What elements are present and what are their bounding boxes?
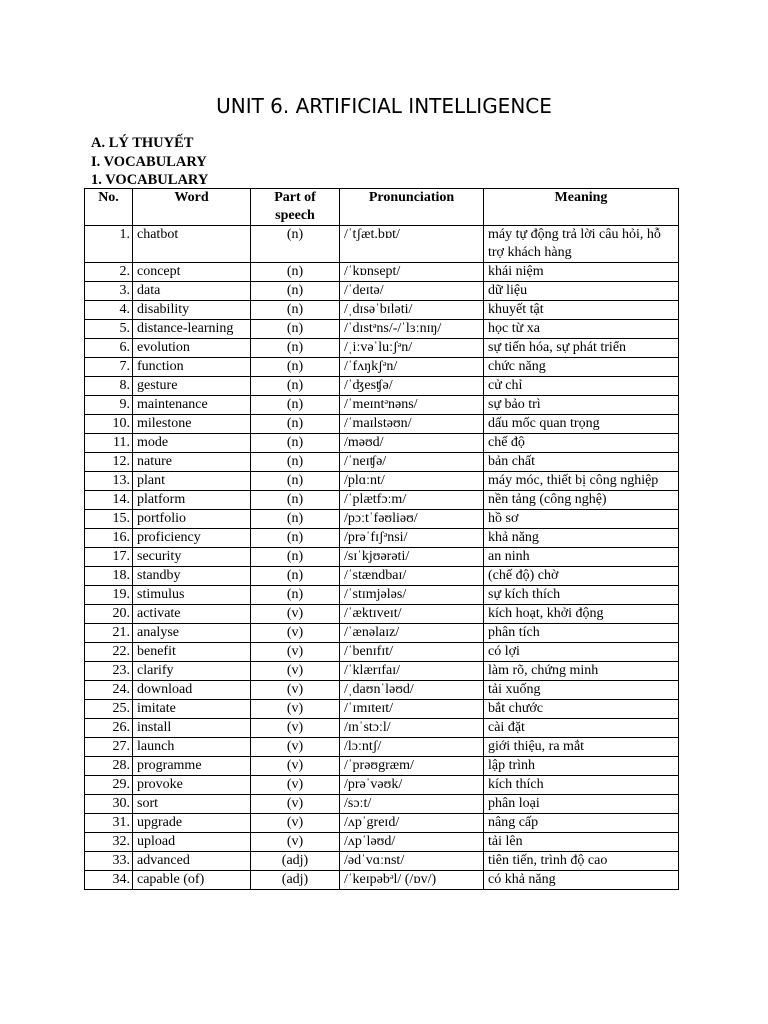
cell-pronunciation: /sɔːt/ [340,795,484,814]
cell-part-of-speech: (n) [251,491,340,510]
cell-word: activate [133,605,251,624]
cell-part-of-speech: (v) [251,681,340,700]
cell-pronunciation: /ˈdeɪtə/ [340,282,484,301]
cell-meaning: bắt chước [484,700,679,719]
cell-pronunciation: /ˈfʌŋkʃᵊn/ [340,358,484,377]
table-row [85,757,679,776]
page-title: UNIT 6. ARTIFICIAL INTELLIGENCE [216,94,552,118]
cell-pronunciation: /ˈɪmɪteɪt/ [340,700,484,719]
cell-no: 2. [85,263,133,282]
cell-part-of-speech: (n) [251,453,340,472]
cell-meaning: phân tích [484,624,679,643]
cell-meaning: tải lên [484,833,679,852]
cell-word: programme [133,757,251,776]
cell-word: analyse [133,624,251,643]
cell-word: chatbot [133,226,251,263]
cell-meaning: nền tảng (công nghệ) [484,491,679,510]
cell-word: maintenance [133,396,251,415]
cell-word: data [133,282,251,301]
cell-pronunciation: /ˈʤesʧə/ [340,377,484,396]
cell-part-of-speech: (n) [251,510,340,529]
cell-no: 34. [85,871,133,890]
table-row [85,776,679,795]
table-row [85,396,679,415]
cell-word: upload [133,833,251,852]
cell-no: 27. [85,738,133,757]
table-row [85,548,679,567]
cell-word: stimulus [133,586,251,605]
table-header-row [85,189,679,226]
cell-meaning: máy móc, thiết bị công nghiệp [484,472,679,491]
cell-meaning: kích thích [484,776,679,795]
table-row [85,358,679,377]
cell-word: security [133,548,251,567]
table-row [85,662,679,681]
cell-no: 18. [85,567,133,586]
cell-no: 32. [85,833,133,852]
cell-part-of-speech: (n) [251,434,340,453]
cell-part-of-speech: (v) [251,833,340,852]
heading-vocabulary-sub: 1. VOCABULARY [91,172,209,188]
cell-pronunciation: /ˈkeɪpəbᵊl/ (/ɒv/) [340,871,484,890]
cell-no: 19. [85,586,133,605]
cell-pronunciation: /ˈneɪʧə/ [340,453,484,472]
header-meaning: Meaning [484,189,679,226]
table-row [85,738,679,757]
header-part-of-speech: Part of speech [251,189,340,226]
cell-word: sort [133,795,251,814]
cell-part-of-speech: (n) [251,226,340,263]
header-pronunciation: Pronunciation [340,189,484,226]
table-row [85,871,679,890]
cell-word: concept [133,263,251,282]
table-row [85,567,679,586]
cell-no: 13. [85,472,133,491]
table-row [85,226,679,263]
cell-no: 14. [85,491,133,510]
table-row [85,529,679,548]
table-row [85,814,679,833]
cell-no: 30. [85,795,133,814]
section-headings [91,134,208,190]
cell-pronunciation: /ˈmeɪntᵊnəns/ [340,396,484,415]
header-word: Word [133,189,251,226]
cell-no: 5. [85,320,133,339]
cell-meaning: máy tự động trả lời câu hỏi, hỗ trợ khách hàng [484,226,679,263]
table-row [85,605,679,624]
table-row [85,700,679,719]
cell-meaning: sự kích thích [484,586,679,605]
cell-no: 24. [85,681,133,700]
cell-meaning: sự tiến hóa, sự phát triển [484,339,679,358]
table-row [85,833,679,852]
cell-part-of-speech: (n) [251,548,340,567]
cell-word: mode [133,434,251,453]
cell-pronunciation: /ˌiːvəˈluːʃᵊn/ [340,339,484,358]
cell-word: standby [133,567,251,586]
cell-pronunciation: /ˌdɪsəˈbɪləti/ [340,301,484,320]
cell-no: 11. [85,434,133,453]
cell-meaning: cài đặt [484,719,679,738]
cell-pronunciation: /lɔːntʃ/ [340,738,484,757]
cell-part-of-speech: (v) [251,795,340,814]
cell-pronunciation: /ʌpˈləʊd/ [340,833,484,852]
cell-meaning: sự bảo trì [484,396,679,415]
cell-part-of-speech: (n) [251,282,340,301]
cell-pronunciation: /ˈæktɪveɪt/ [340,605,484,624]
cell-word: upgrade [133,814,251,833]
cell-meaning: chức năng [484,358,679,377]
cell-word: launch [133,738,251,757]
table-row [85,491,679,510]
table-row [85,719,679,738]
cell-word: advanced [133,852,251,871]
cell-no: 16. [85,529,133,548]
table-row [85,453,679,472]
cell-part-of-speech: (n) [251,415,340,434]
cell-pronunciation: /ɪnˈstɔːl/ [340,719,484,738]
table-row [85,263,679,282]
cell-part-of-speech: (v) [251,643,340,662]
cell-meaning: khuyết tật [484,301,679,320]
cell-part-of-speech: (v) [251,605,340,624]
cell-meaning: lập trình [484,757,679,776]
cell-meaning: khả năng [484,529,679,548]
cell-part-of-speech: (v) [251,814,340,833]
cell-part-of-speech: (n) [251,567,340,586]
cell-meaning: chế độ [484,434,679,453]
cell-meaning: khái niệm [484,263,679,282]
cell-part-of-speech: (v) [251,738,340,757]
cell-meaning: dấu mốc quan trọng [484,415,679,434]
table-body [85,226,679,890]
cell-part-of-speech: (v) [251,700,340,719]
cell-meaning: cử chỉ [484,377,679,396]
cell-word: disability [133,301,251,320]
table-row [85,339,679,358]
cell-no: 26. [85,719,133,738]
cell-no: 3. [85,282,133,301]
cell-no: 20. [85,605,133,624]
cell-pronunciation: /ˈmaɪlstəʊn/ [340,415,484,434]
cell-word: benefit [133,643,251,662]
cell-pronunciation: /ˈplætfɔːm/ [340,491,484,510]
table-row [85,472,679,491]
cell-part-of-speech: (n) [251,586,340,605]
cell-word: function [133,358,251,377]
cell-word: plant [133,472,251,491]
cell-meaning: kích hoạt, khởi động [484,605,679,624]
cell-part-of-speech: (n) [251,377,340,396]
cell-word: distance-learning [133,320,251,339]
cell-meaning: (chế độ) chờ [484,567,679,586]
header-no: No. [85,189,133,226]
table-row [85,643,679,662]
cell-no: 33. [85,852,133,871]
cell-part-of-speech: (v) [251,624,340,643]
cell-part-of-speech: (n) [251,301,340,320]
cell-no: 10. [85,415,133,434]
cell-meaning: tải xuống [484,681,679,700]
cell-no: 9. [85,396,133,415]
cell-part-of-speech: (n) [251,472,340,491]
cell-no: 31. [85,814,133,833]
cell-meaning: bản chất [484,453,679,472]
cell-pronunciation: /prəˈvəʊk/ [340,776,484,795]
cell-word: nature [133,453,251,472]
cell-no: 8. [85,377,133,396]
cell-part-of-speech: (n) [251,396,340,415]
cell-word: capable (of) [133,871,251,890]
cell-meaning: có khả năng [484,871,679,890]
cell-meaning: phân loại [484,795,679,814]
cell-pronunciation: /ˈbenɪfɪt/ [340,643,484,662]
vocabulary-table [84,188,679,890]
cell-no: 7. [85,358,133,377]
cell-no: 4. [85,301,133,320]
cell-part-of-speech: (adj) [251,871,340,890]
cell-part-of-speech: (adj) [251,852,340,871]
cell-no: 22. [85,643,133,662]
cell-pronunciation: /ˈtʃæt.bɒt/ [340,226,484,263]
cell-part-of-speech: (n) [251,263,340,282]
cell-pronunciation: /sɪˈkjʊərəti/ [340,548,484,567]
cell-word: install [133,719,251,738]
cell-part-of-speech: (n) [251,320,340,339]
cell-part-of-speech: (n) [251,529,340,548]
cell-word: proficiency [133,529,251,548]
cell-no: 29. [85,776,133,795]
cell-meaning: giới thiệu, ra mắt [484,738,679,757]
table-row [85,795,679,814]
cell-pronunciation: /ʌpˈgreɪd/ [340,814,484,833]
cell-word: evolution [133,339,251,358]
cell-meaning: nâng cấp [484,814,679,833]
heading-vocabulary: I. VOCABULARY [91,153,207,170]
cell-meaning: có lợi [484,643,679,662]
cell-pronunciation: /ˈklærɪfaɪ/ [340,662,484,681]
cell-no: 6. [85,339,133,358]
cell-no: 23. [85,662,133,681]
table-row [85,852,679,871]
cell-pronunciation: /plɑːnt/ [340,472,484,491]
heading-theory: A. LÝ THUYẾT [91,135,194,151]
cell-meaning: dữ liệu [484,282,679,301]
cell-word: platform [133,491,251,510]
cell-word: portfolio [133,510,251,529]
table-row [85,434,679,453]
cell-no: 17. [85,548,133,567]
table-row [85,510,679,529]
table-row [85,301,679,320]
cell-pronunciation: /ədˈvɑːnst/ [340,852,484,871]
cell-part-of-speech: (v) [251,776,340,795]
table-row [85,586,679,605]
cell-word: imitate [133,700,251,719]
cell-part-of-speech: (v) [251,757,340,776]
cell-pronunciation: /ˈkɒnsept/ [340,263,484,282]
cell-pronunciation: /ˈdɪstᵊns/-/ˈlɜːnɪŋ/ [340,320,484,339]
table-row [85,377,679,396]
cell-part-of-speech: (v) [251,662,340,681]
cell-pronunciation: /məʊd/ [340,434,484,453]
cell-word: clarify [133,662,251,681]
cell-pronunciation: /ˈænəlaɪz/ [340,624,484,643]
cell-no: 28. [85,757,133,776]
cell-pronunciation: /ˈstændbaɪ/ [340,567,484,586]
cell-part-of-speech: (v) [251,719,340,738]
table-row [85,681,679,700]
table-row [85,624,679,643]
cell-pronunciation: /ˌdaʊnˈləʊd/ [340,681,484,700]
table-row [85,282,679,301]
cell-no: 21. [85,624,133,643]
cell-meaning: tiên tiến, trình độ cao [484,852,679,871]
table-row [85,320,679,339]
cell-no: 15. [85,510,133,529]
cell-no: 25. [85,700,133,719]
cell-pronunciation: /ˈstɪmjələs/ [340,586,484,605]
cell-meaning: an ninh [484,548,679,567]
cell-no: 1. [85,226,133,263]
cell-pronunciation: /ˈprəʊgræm/ [340,757,484,776]
cell-word: gesture [133,377,251,396]
cell-word: download [133,681,251,700]
cell-part-of-speech: (n) [251,339,340,358]
cell-meaning: làm rõ, chứng minh [484,662,679,681]
cell-word: provoke [133,776,251,795]
cell-meaning: hồ sơ [484,510,679,529]
cell-word: milestone [133,415,251,434]
cell-pronunciation: /pɔːtˈfəʊliəʊ/ [340,510,484,529]
table-row [85,415,679,434]
cell-meaning: học từ xa [484,320,679,339]
cell-no: 12. [85,453,133,472]
cell-part-of-speech: (n) [251,358,340,377]
cell-pronunciation: /prəˈfɪʃᵊnsi/ [340,529,484,548]
